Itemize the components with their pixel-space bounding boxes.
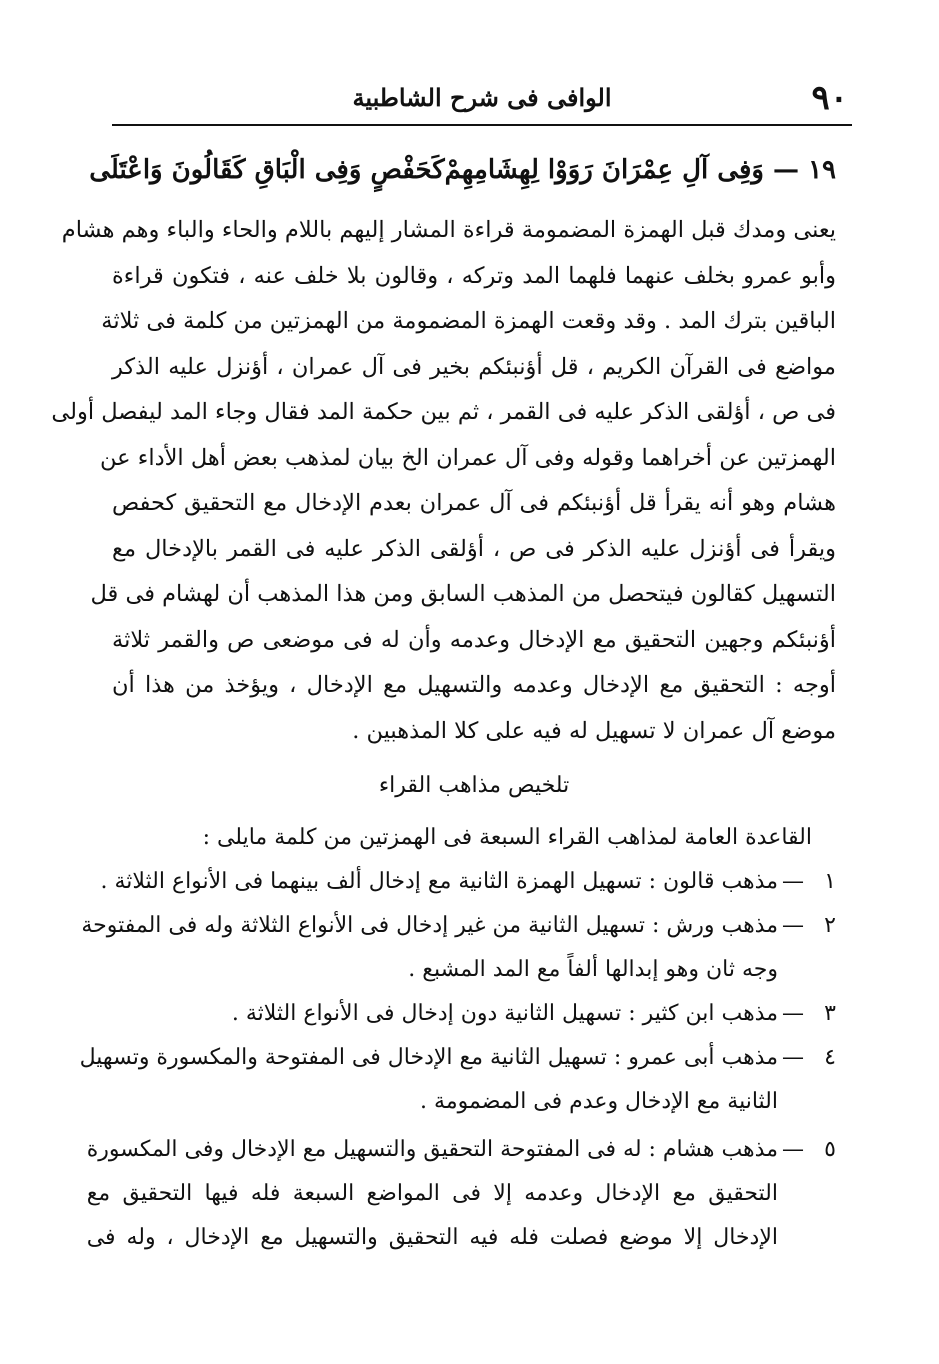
summary-item bbox=[79, 1036, 836, 1124]
item-line: الثانية مع الإدخال وعدم فى المضمومة . bbox=[420, 1089, 778, 1114]
item-body bbox=[81, 904, 778, 992]
commentary-line: مواضع فى القرآن الكريم ، قل أؤنبئكم بخير فى آل عمران ، أؤنزل عليه الذكر bbox=[112, 353, 836, 380]
page-header bbox=[112, 72, 852, 124]
item-dash: — bbox=[782, 1045, 804, 1070]
page-content bbox=[51, 140, 836, 1260]
item-line: مذهب ورش : تسهيل الثانية من غير إدخال فى الأنواع الثلاثة وله فى المفتوحة bbox=[81, 913, 778, 938]
commentary-line: يعنى ومدك قبل الهمزة المضمومة قراءة المشار إليهم باللام والحاء والباء وهم هشام bbox=[61, 217, 836, 243]
verse-first-part bbox=[445, 140, 836, 200]
page-number: ٩٠ bbox=[811, 78, 848, 118]
header-rule bbox=[112, 124, 852, 126]
poem-verse bbox=[89, 140, 836, 200]
item-line: مذهب قالون : تسهيل الهمزة الثانية مع إدخال ألف بينهما فى الأنواع الثلاثة . bbox=[100, 869, 778, 894]
item-dash: — bbox=[782, 869, 804, 894]
commentary-line: أوجه : التحقيق مع الإدخال وعدمه والتسهيل مع الإدخال ، ويؤخذ من هذا أن bbox=[112, 672, 836, 698]
item-line: الإدخال إلا موضع فصلت فله فيه التحقيق والتسهيل مع الإدخال ، وله فى bbox=[86, 1225, 778, 1250]
item-body bbox=[100, 860, 778, 904]
item-body bbox=[87, 1128, 778, 1260]
commentary-line: وأبو عمرو بخلف عنهما فلهما المد وتركه ، وقالون بلا خلف عنه ، فتكون قراءة bbox=[112, 262, 836, 289]
item-number: ٥ bbox=[824, 1137, 836, 1162]
summary-item bbox=[112, 992, 836, 1036]
commentary-line: أؤنبئكم وجهين التحقيق مع الإدخال وعدمه وأن له فى موضعى ص والقمر ثلاثة bbox=[112, 626, 836, 653]
item-dash: — bbox=[782, 1001, 804, 1026]
item-line: مذهب هشام : له فى المفتوحة التحقيق والتسهيل مع الإدخال وفى المكسورة bbox=[86, 1137, 778, 1162]
commentary-line: الباقين بترك المد . وقد وقعت الهمزة المضمومة من الهمزتين من كلمة فى ثلاثة bbox=[101, 308, 836, 334]
item-body bbox=[112, 992, 778, 1036]
commentary-line: الهمزتين عن أخراهما وقوله وفى آل عمران الخ بيان لمذهب بعض أهل الأداء عن bbox=[100, 444, 836, 471]
commentary-paragraph bbox=[51, 208, 836, 754]
verse-first-hemistich: وَفِى آلِ عِمْرَانَ رَوَوْا لِهِشَامِهِمْ bbox=[444, 155, 764, 185]
verse-second-hemistich: كَحَفْصٍ وَفِى الْبَاقِ كَقَالُونَ وَاعْتَلَى bbox=[89, 155, 445, 185]
commentary-line: موضع آل عمران لا تسهيل له فيه على كلا المذهبين . bbox=[352, 717, 836, 744]
verse-number: ١٩ — bbox=[773, 155, 836, 185]
item-line: مذهب ابن كثير : تسهيل الثانية دون إدخال فى الأنواع الثلاثة . bbox=[231, 1001, 778, 1026]
item-dash: — bbox=[782, 913, 804, 938]
item-line: مذهب أبى عمرو : تسهيل الثانية مع الإدخال فى المفتوحة والمكسورة وتسهيل bbox=[79, 1045, 778, 1070]
item-number: ٤ bbox=[824, 1045, 836, 1070]
commentary-line: فى ص ، أؤلقى الذكر عليه فى القمر ، ثم بين حكمة المد فقال وجاء المد ليفصل أولى bbox=[51, 399, 836, 425]
summary-item bbox=[81, 904, 836, 992]
summary-item bbox=[86, 1128, 836, 1260]
commentary-line: ويقرأ فى أؤنزل عليه الذكر فى ص ، أؤلقى الذكر عليه فى القمر بالإدخال مع bbox=[112, 535, 836, 562]
commentary-line: هشام وهو أنه يقرأ قل أؤنبئكم فى آل عمران بعدم الإدخال مع التحقيق كحفص bbox=[112, 490, 836, 516]
item-number: ١ bbox=[824, 869, 836, 894]
item-line: وجه ثان وهو إبدالها ألفاً مع المد المشبع . bbox=[408, 957, 778, 982]
running-title: الوافى فى شرح الشاطبية bbox=[352, 83, 612, 112]
commentary-line: التسهيل كقالون فيتحصل من المذهب السابق ومن هذا المذهب أن لهشام فى قل bbox=[90, 581, 836, 607]
section-intro: القاعدة العامة لمذاهب القراء السبعة فى الهمزتين من كلمة مايلى : bbox=[202, 825, 812, 850]
item-dash: — bbox=[782, 1137, 804, 1162]
item-number: ٣ bbox=[824, 1001, 836, 1026]
section-heading: تلخيص مذاهب القراء bbox=[378, 773, 570, 798]
summary-item bbox=[100, 860, 836, 904]
item-line: التحقيق مع الإدخال وعدمه إلا فى المواضع السبعة فله فيها التحقيق مع bbox=[86, 1181, 778, 1206]
item-body bbox=[80, 1036, 778, 1124]
item-number: ٢ bbox=[824, 913, 836, 938]
